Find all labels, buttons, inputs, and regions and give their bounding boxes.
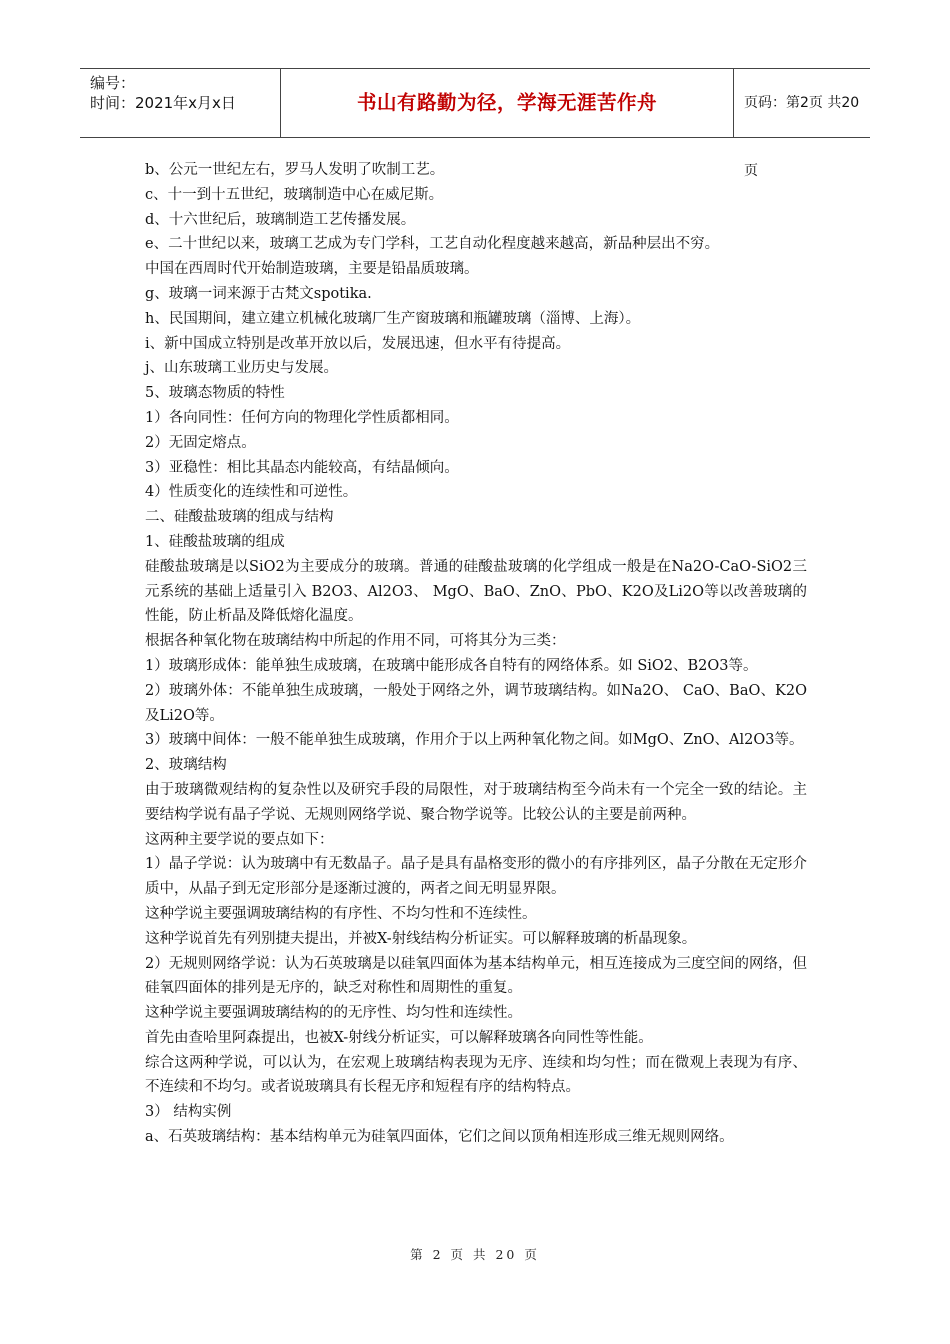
paragraph: 1）玻璃形成体：能单独生成玻璃，在玻璃中能形成各自特有的网络体系。如 SiO2、B2O3等。 [145, 657, 758, 674]
paragraph: b、公元一世纪左右，罗马人发明了吹制工艺。 [145, 162, 445, 178]
document-body [145, 158, 807, 1150]
paragraph: 首先由查哈里阿森提出，也被X-射线分析证实，可以解释玻璃各向同性等性能。 [145, 1029, 653, 1046]
paragraph: 这种学说主要强调玻璃结构的有序性、不均匀性和不连续性。 [145, 905, 537, 922]
paragraph: 4）性质变化的连续性和可逆性。 [145, 484, 358, 501]
paragraph: 3）亚稳性：相比其晶态内能较高，有结晶倾向。 [145, 459, 459, 476]
paragraph: 1）晶子学说：认为玻璃中有无数晶子。晶子是具有晶格变形的微小的有序排列区，晶子分散在无定形介质中，从晶子到无定形部分是逐渐过渡的，两者之间无明显界限。 [145, 856, 807, 898]
paragraph: i、新中国成立特别是改革开放以后，发展迅速，但水平有待提高。 [145, 335, 571, 352]
paragraph: c、十一到十五世纪，玻璃制造中心在威尼斯。 [145, 186, 444, 203]
document-code-label: 编号： [90, 74, 136, 92]
paragraph: 综合这两种学说，可以认为，在宏观上玻璃结构表现为无序、连续和均匀性；而在微观上表现为有序、不连续和不均匀。或者说玻璃具有长程无序和短程有序的结构特点。 [145, 1054, 807, 1096]
section-heading: 3） 结构实例 [145, 1104, 232, 1121]
paragraph: 根据各种氧化物在玻璃结构中所起的作用不同，可将其分为三类： [145, 633, 566, 650]
paragraph: 由于玻璃微观结构的复杂性以及研究手段的局限性，对于玻璃结构至今尚未有一个完全一致的结论。主要结构学说有晶子学说、无规则网络学说、聚合物学说等。比较公认的主要是前两种。 [145, 781, 807, 823]
paragraph: 这两种主要学说的要点如下： [145, 831, 334, 848]
paragraph: 2）无固定熔点。 [145, 434, 256, 451]
section-heading: 二、硅酸盐玻璃的组成与结构 [145, 509, 334, 526]
paragraph: e、二十世纪以来，玻璃工艺成为专门学科，工艺自动化程度越来越高，新品种层出不穷。 [145, 236, 720, 253]
paragraph: g、玻璃一词来源于古梵文spotika. [145, 285, 372, 302]
paragraph: 2）无规则网络学说：认为石英玻璃是以硅氧四面体为基本结构单元，相互连接成为三度空间的网络，但硅氧四面体的排列是无序的，缺乏对称性和周期性的重复。 [145, 955, 807, 997]
paragraph: h、民国期间，建立建立机械化玻璃厂生产窗玻璃和瓶罐玻璃（淄博、上海）。 [145, 310, 641, 327]
paragraph: 中国在西周时代开始制造玻璃，主要是铅晶质玻璃。 [145, 261, 479, 278]
paragraph: 这种学说首先有列别捷夫提出，并被X-射线结构分析证实。可以解释玻璃的析晶现象。 [145, 930, 697, 947]
section-heading: 1、硅酸盐玻璃的组成 [145, 533, 285, 550]
paragraph: 2）玻璃外体：不能单独生成玻璃，一般处于网络之外，调节玻璃结构。如Na2O、 CaO、BaO、K2O及Li2O等。 [145, 682, 807, 724]
paragraph: 1）各向同性：任何方向的物理化学性质都相同。 [145, 409, 459, 426]
page-footer: 第 2 页 共 20 页 [410, 1247, 540, 1262]
header-motto: 书山有路勤为径，学海无涯苦作舟 [280, 69, 734, 137]
header-meta [80, 69, 280, 137]
paragraph: d、十六世纪后，玻璃制造工艺传播发展。 [145, 211, 416, 228]
paragraph: 硅酸盐玻璃是以SiO2为主要成分的玻璃。普通的硅酸盐玻璃的化学组成一般是在Na2O-CaO-SiO2三元系统的基础上适量引入 B2O3、Al2O3、 MgO、BaO、ZnO、PbO、K2O及Li2O等以改善玻璃的性能，防止析晶及降低熔化温度。 [145, 558, 807, 625]
document-date: 时间：2021年x月x日 [90, 94, 236, 112]
header-page-info: 页码：第2页 共20页 [744, 95, 860, 179]
paragraph: j、山东玻璃工业历史与发展。 [145, 360, 338, 377]
paragraph: 这种学说主要强调玻璃结构的的无序性、均匀性和连续性。 [145, 1005, 522, 1022]
paragraph: a、石英玻璃结构：基本结构单元为硅氧四面体，它们之间以顶角相连形成三维无规则网络。 [145, 1129, 734, 1146]
section-heading: 5、玻璃态物质的特性 [145, 385, 285, 402]
section-heading: 2、玻璃结构 [145, 757, 227, 774]
paragraph: 3）玻璃中间体：一般不能单独生成玻璃，作用介于以上两种氧化物之间。如MgO、ZnO、Al2O3等。 [145, 732, 804, 749]
